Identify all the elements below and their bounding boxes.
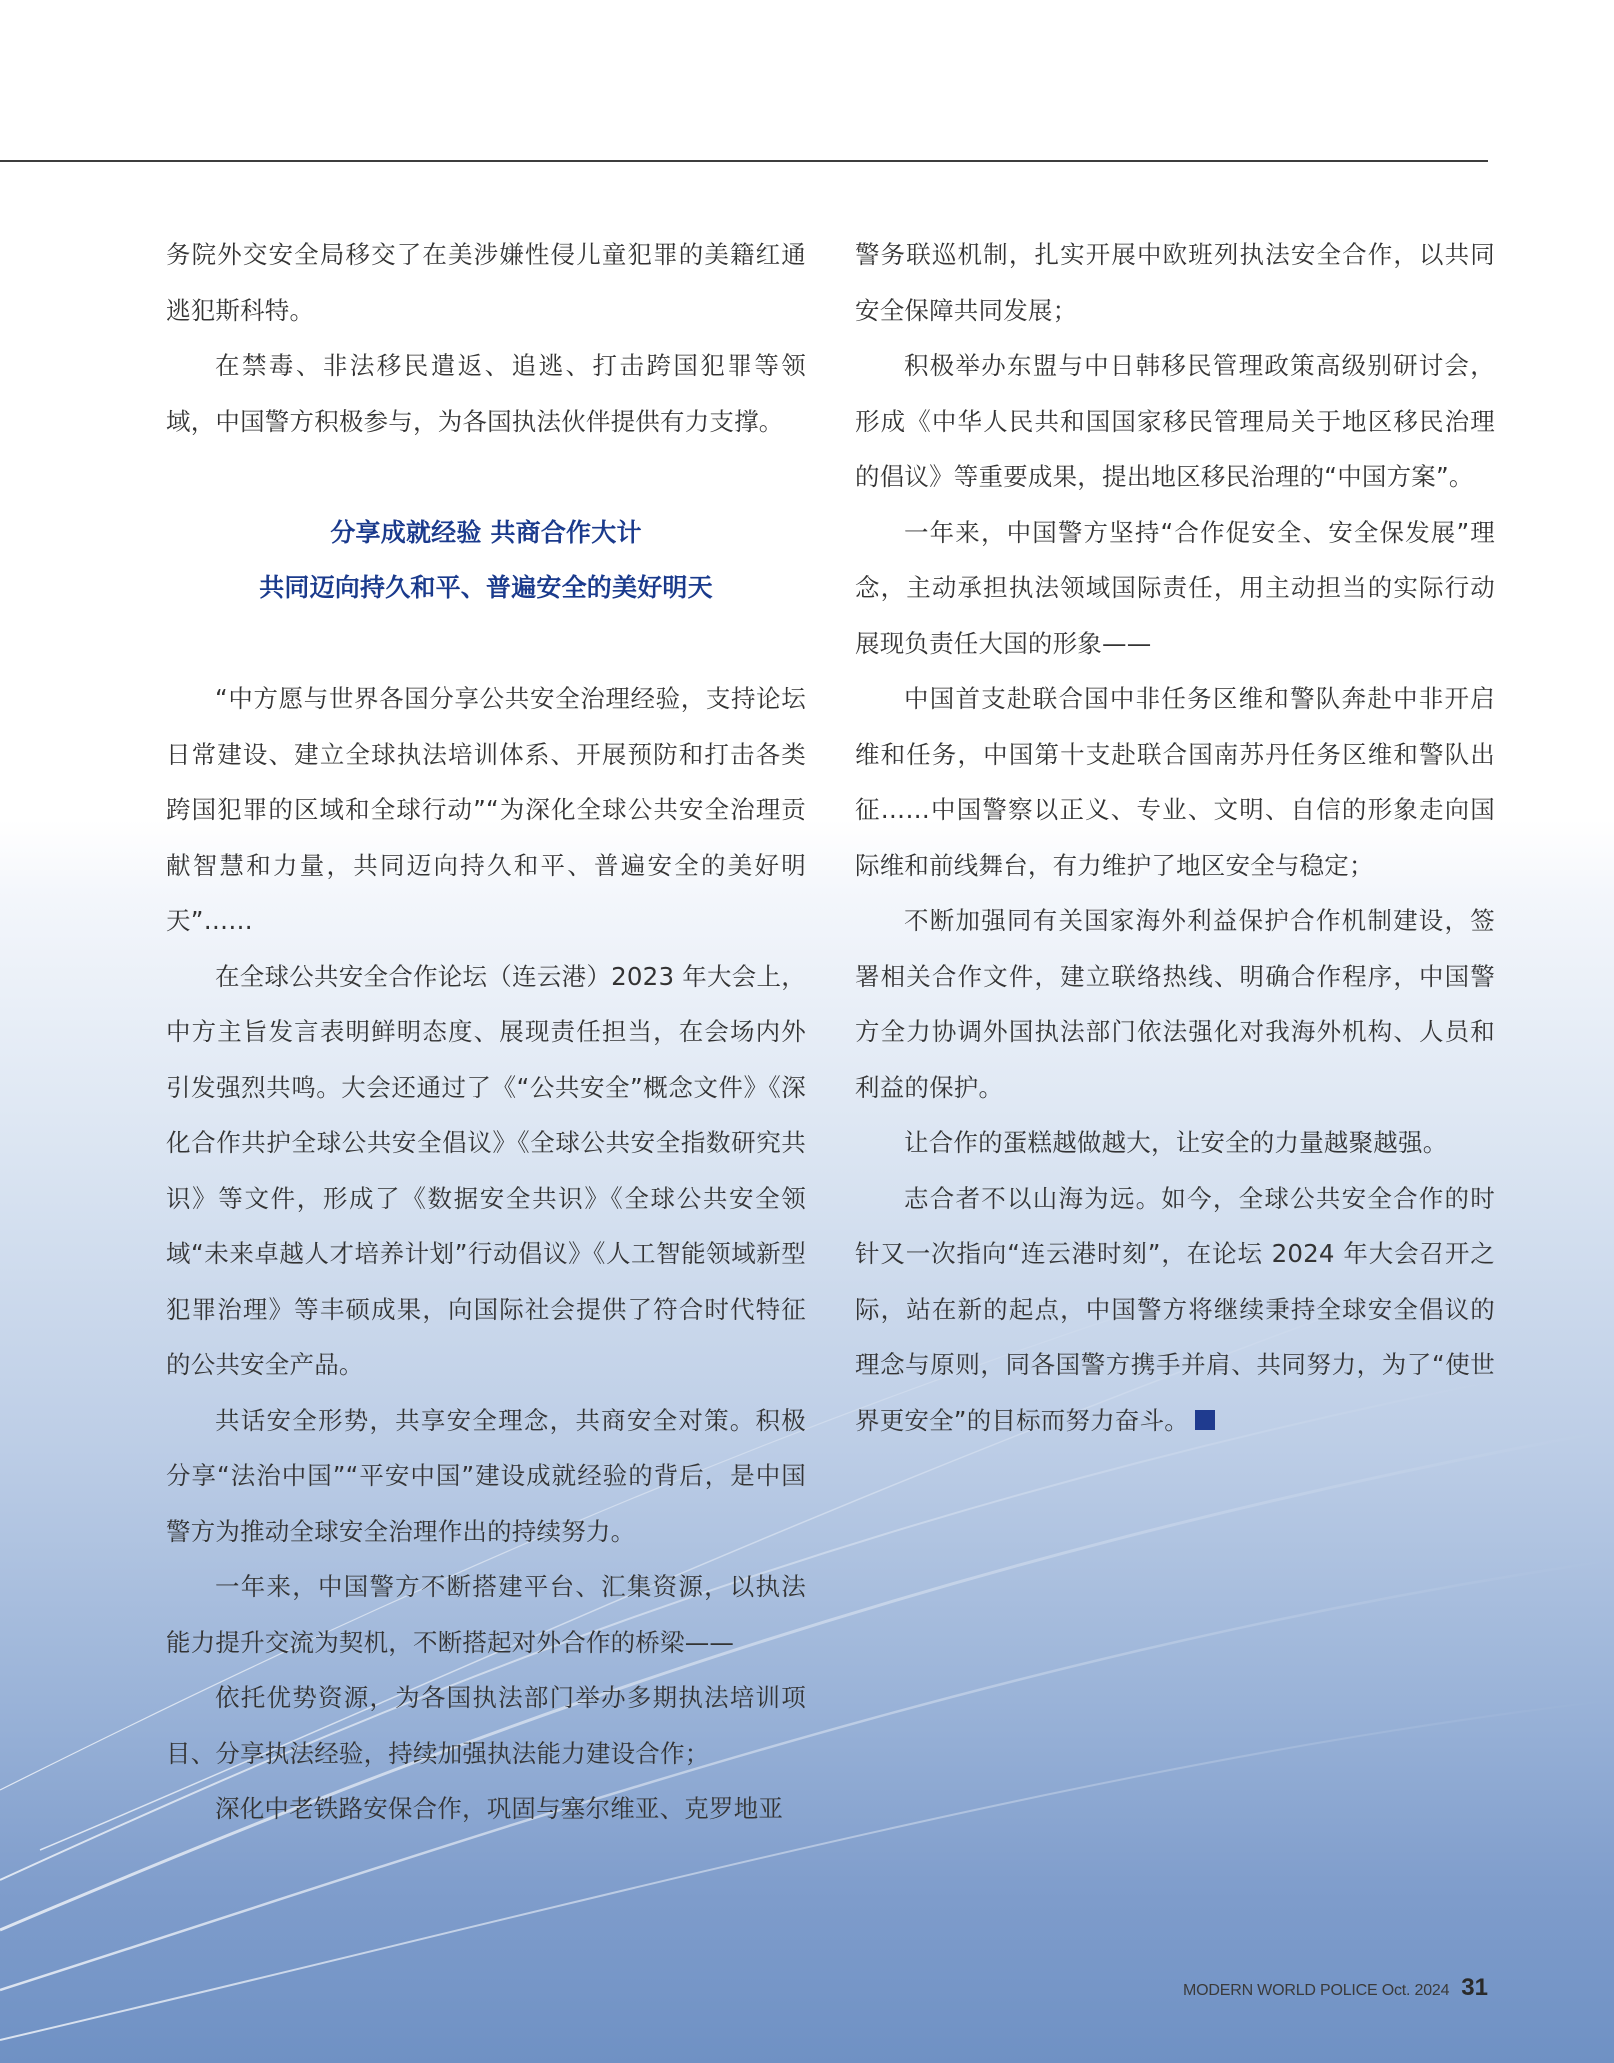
paragraph-text: 志合者不以山海为远。如今，全球公共安全合作的时针又一次指向“连云港时刻”，在论坛 2024 年大会召开之际，站在新的起点，中国警方将继续秉持全球安全倡议的理念与原则，同各国警方携手并肩、共同努力，为了“使世界更安全”的目标而努力奋斗。 [855, 1183, 1495, 1435]
paragraph [855, 671, 1495, 893]
magazine-name: MODERN WORLD POLICE Oct. 2024 [1183, 1982, 1450, 1999]
page-footer [1183, 1974, 1488, 2002]
paragraph [855, 338, 1495, 505]
paragraph-text: 共同迈向持久和平、普遍安全的美好明天 [259, 573, 713, 602]
paragraph-text: 共话安全形势，共享安全理念，共商安全对策。积极分享“法治中国”“平安中国”建设成就经验的背后，是中国警方为推动全球安全治理作出的持续努力。 [166, 1405, 806, 1546]
paragraph [166, 227, 806, 338]
paragraph [855, 1115, 1495, 1171]
paragraph-text: 在全球公共安全合作论坛（连云港）2023 年大会上，中方主旨发言表明鲜明态度、展现责任担当，在会场内外引发强烈共鸣。大会还通过了《“公共安全”概念文件》《深化合作共护全球公共安全倡议》《全球公共安全指数研究共识》等文件，形成了《数据安全共识》《全球公共安全领域“未来卓越人才培养计划”行动倡议》《人工智能领域新型犯罪治理》等丰硕成果，向国际社会提供了符合时代特征的公共安全产品。 [166, 961, 806, 1379]
paragraph [166, 338, 806, 449]
page-number: 31 [1461, 1974, 1488, 2001]
article-end-mark-icon [1195, 1410, 1215, 1430]
section-spacer [166, 449, 806, 505]
paragraph-text: “中方愿与世界各国分享公共安全治理经验，支持论坛日常建设、建立全球执法培训体系、开展预防和打击各类跨国犯罪的区域和全球行动”“为深化全球公共安全治理贡献智慧和力量，共同迈向持久和平、普遍安全的美好明天”…… [166, 684, 806, 935]
section-spacer [166, 616, 806, 672]
paragraph [855, 505, 1495, 672]
paragraph-text: 让合作的蛋糕越做越大，让安全的力量越聚越强。 [904, 1128, 1448, 1157]
paragraph-text: 警务联巡机制，扎实开展中欧班列执法安全合作，以共同安全保障共同发展； [855, 240, 1495, 325]
paragraph [855, 893, 1495, 1115]
paragraph [166, 1781, 806, 1837]
paragraph-text: 积极举办东盟与中日韩移民管理政策高级别研讨会，形成《中华人民共和国国家移民管理局关于地区移民治理的倡议》等重要成果，提出地区移民治理的“中国方案”。 [855, 351, 1495, 491]
paragraph [166, 671, 806, 949]
section-heading [166, 560, 806, 616]
paragraph-text: 中国首支赴联合国中非任务区维和警队奔赴中非开启维和任务，中国第十支赴联合国南苏丹任务区维和警队出征……中国警察以正义、专业、文明、自信的形象走向国际维和前线舞台，有力维护了地区安全与稳定； [855, 684, 1495, 880]
paragraph [855, 227, 1495, 338]
paragraph-text: 分享成就经验 共商合作大计 [330, 517, 642, 547]
left-column [166, 227, 806, 1837]
paragraph [166, 1559, 806, 1670]
right-column [855, 227, 1495, 1448]
paragraph-text: 在禁毒、非法移民遣返、追逃、打击跨国犯罪等领域，中国警方积极参与，为各国执法伙伴提供有力支撑。 [166, 351, 806, 436]
section-heading [166, 505, 806, 561]
paragraph-text: 深化中老铁路安保合作，巩固与塞尔维亚、克罗地亚 [215, 1794, 784, 1823]
paragraph-text: 务院外交安全局移交了在美涉嫌性侵儿童犯罪的美籍红通逃犯斯科特。 [166, 240, 806, 325]
paragraph-text: 不断加强同有关国家海外利益保护合作机制建设，签署相关合作文件，建立联络热线、明确合作程序，中国警方全力协调外国执法部门依法强化对我海外机构、人员和利益的保护。 [855, 906, 1495, 1102]
paragraph-text: 一年来，中国警方不断搭建平台、汇集资源，以执法能力提升交流为契机，不断搭起对外合作的桥梁—— [166, 1572, 806, 1657]
paragraph [166, 1393, 806, 1560]
header-rule [0, 160, 1488, 162]
paragraph [855, 1171, 1495, 1449]
paragraph [166, 949, 806, 1393]
paragraph [166, 1670, 806, 1781]
paragraph-text: 一年来，中国警方坚持“合作促安全、安全保发展”理念，主动承担执法领域国际责任，用主动担当的实际行动展现负责任大国的形象—— [855, 517, 1495, 658]
paragraph-text: 依托优势资源，为各国执法部门举办多期执法培训项目、分享执法经验，持续加强执法能力建设合作； [166, 1683, 806, 1768]
